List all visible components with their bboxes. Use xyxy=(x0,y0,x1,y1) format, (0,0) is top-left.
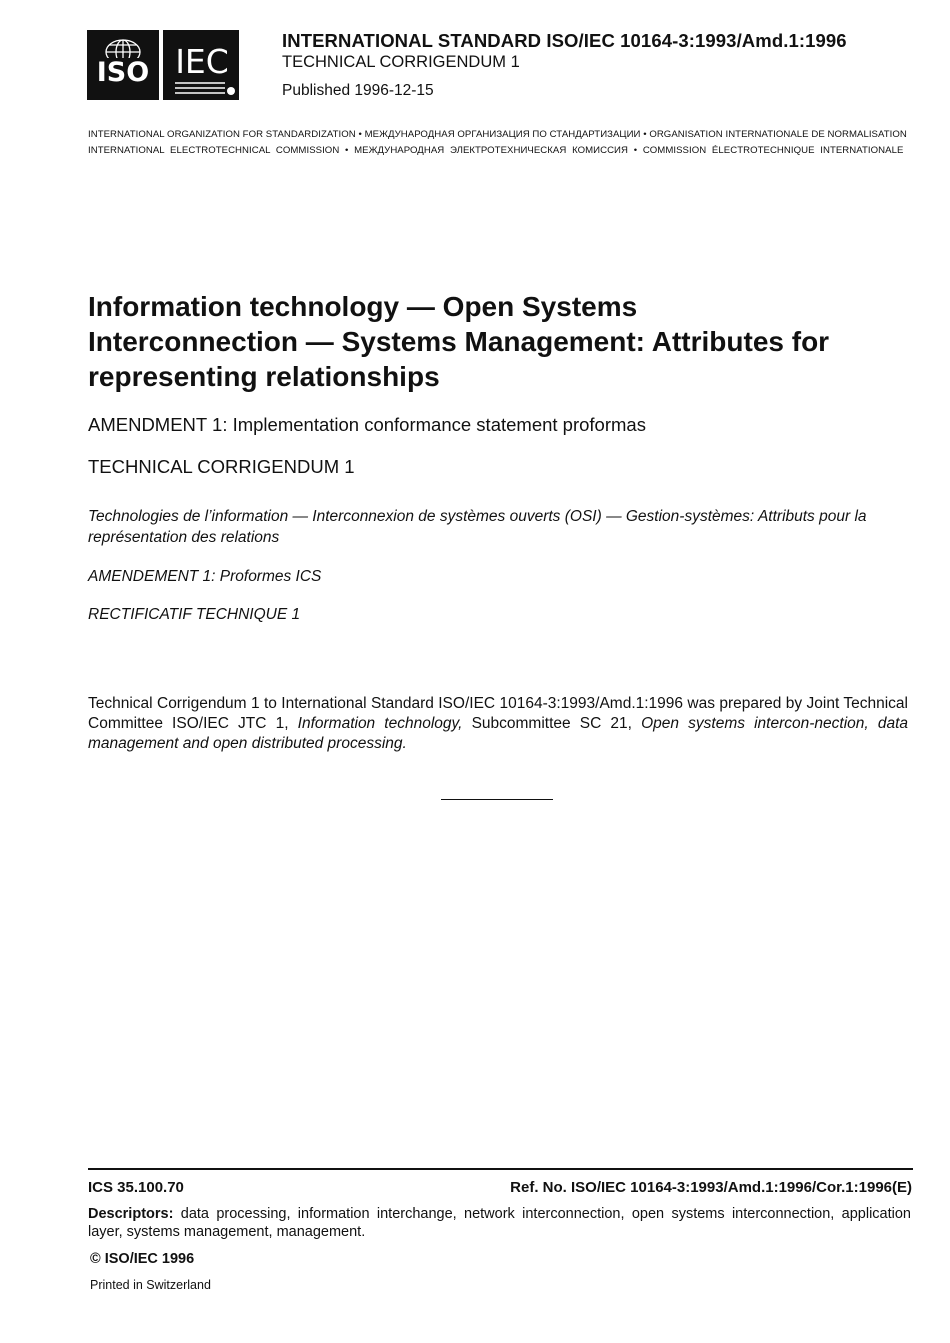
section-divider xyxy=(441,799,553,800)
footer-rule xyxy=(88,1168,913,1170)
amendment-title: AMENDMENT 1: Implementation conformance statement proformas xyxy=(88,414,646,435)
published-date: Published 1996-12-15 xyxy=(282,82,434,99)
french-title: Technologies de l’information — Interconnexion de systèmes ouverts (OSI) — Gestion-systèmes: Attributs pour la représentation des relations xyxy=(88,508,867,546)
corrigendum-label: TECHNICAL CORRIGENDUM 1 xyxy=(282,53,520,71)
organization-line-iso: INTERNATIONAL ORGANIZATION FOR STANDARDIZATION • МЕЖДУНАРОДНАЯ ОРГАНИЗАЦИЯ ПО СТАНДАРТИЗАЦИИ • ORGANISATION INTERNATIONALE DE NORMALISATION xyxy=(88,129,907,140)
iec-logo xyxy=(163,30,239,100)
iso-logo-graphic xyxy=(87,30,159,100)
svg-text:ISO: ISO xyxy=(96,57,150,88)
copyright: © ISO/IEC 1996 xyxy=(90,1251,195,1267)
committee-title: Information technology, xyxy=(297,715,463,732)
document-title xyxy=(88,289,888,394)
foreword-text-1: Technical Corrigendum 1 to International Standard ISO/IEC 10164-3:1993/Amd.1:1996 was prepared by Joint Technical Committee ISO/IEC JTC 1, xyxy=(88,695,908,732)
organization-line-iec: INTERNATIONAL ELECTROTECHNICAL COMMISSION • МЕЖДУНАРОДНАЯ ЭЛЕКТРОТЕХНИЧЕСКАЯ КОМИССИЯ • COMMISSION ÉLECTROTECHNIQUE INTERNATIONALE xyxy=(88,145,904,156)
ics-code: ICS 35.100.70 xyxy=(88,1179,184,1196)
title-line-2: Interconnection — Systems Management: Attributes for xyxy=(88,326,830,357)
subcommittee-title: Open systems intercon-nection, data management and open distributed processing. xyxy=(88,715,908,752)
svg-text:IEC: IEC xyxy=(175,42,229,81)
corrigendum-title: TECHNICAL CORRIGENDUM 1 xyxy=(88,456,355,477)
descriptors-label: Descriptors: xyxy=(88,1206,174,1222)
printed-in: Printed in Switzerland xyxy=(90,1278,211,1292)
french-rectificatif: RECTIFICATIF TECHNIQUE 1 xyxy=(88,606,301,623)
descriptors-text: data processing, information interchange, network interconnection, open systems interconnection, application layer, systems management, management. xyxy=(88,1206,911,1240)
iec-logo-graphic xyxy=(163,30,239,100)
standard-title: INTERNATIONAL STANDARD ISO/IEC 10164-3:1993/Amd.1:1996 xyxy=(282,30,847,51)
foreword-text-2: Subcommittee SC 21, xyxy=(462,715,642,732)
title-line-1: Information technology — Open Systems xyxy=(88,291,638,322)
french-amendment: AMENDEMENT 1: Proformes ICS xyxy=(88,568,322,585)
iso-logo xyxy=(87,30,159,100)
foreword-paragraph xyxy=(88,694,908,754)
descriptors xyxy=(88,1205,911,1241)
reference-number: Ref. No. ISO/IEC 10164-3:1993/Amd.1:1996/Cor.1:1996(E) xyxy=(510,1179,912,1196)
title-line-3: representing relationships xyxy=(88,361,440,392)
